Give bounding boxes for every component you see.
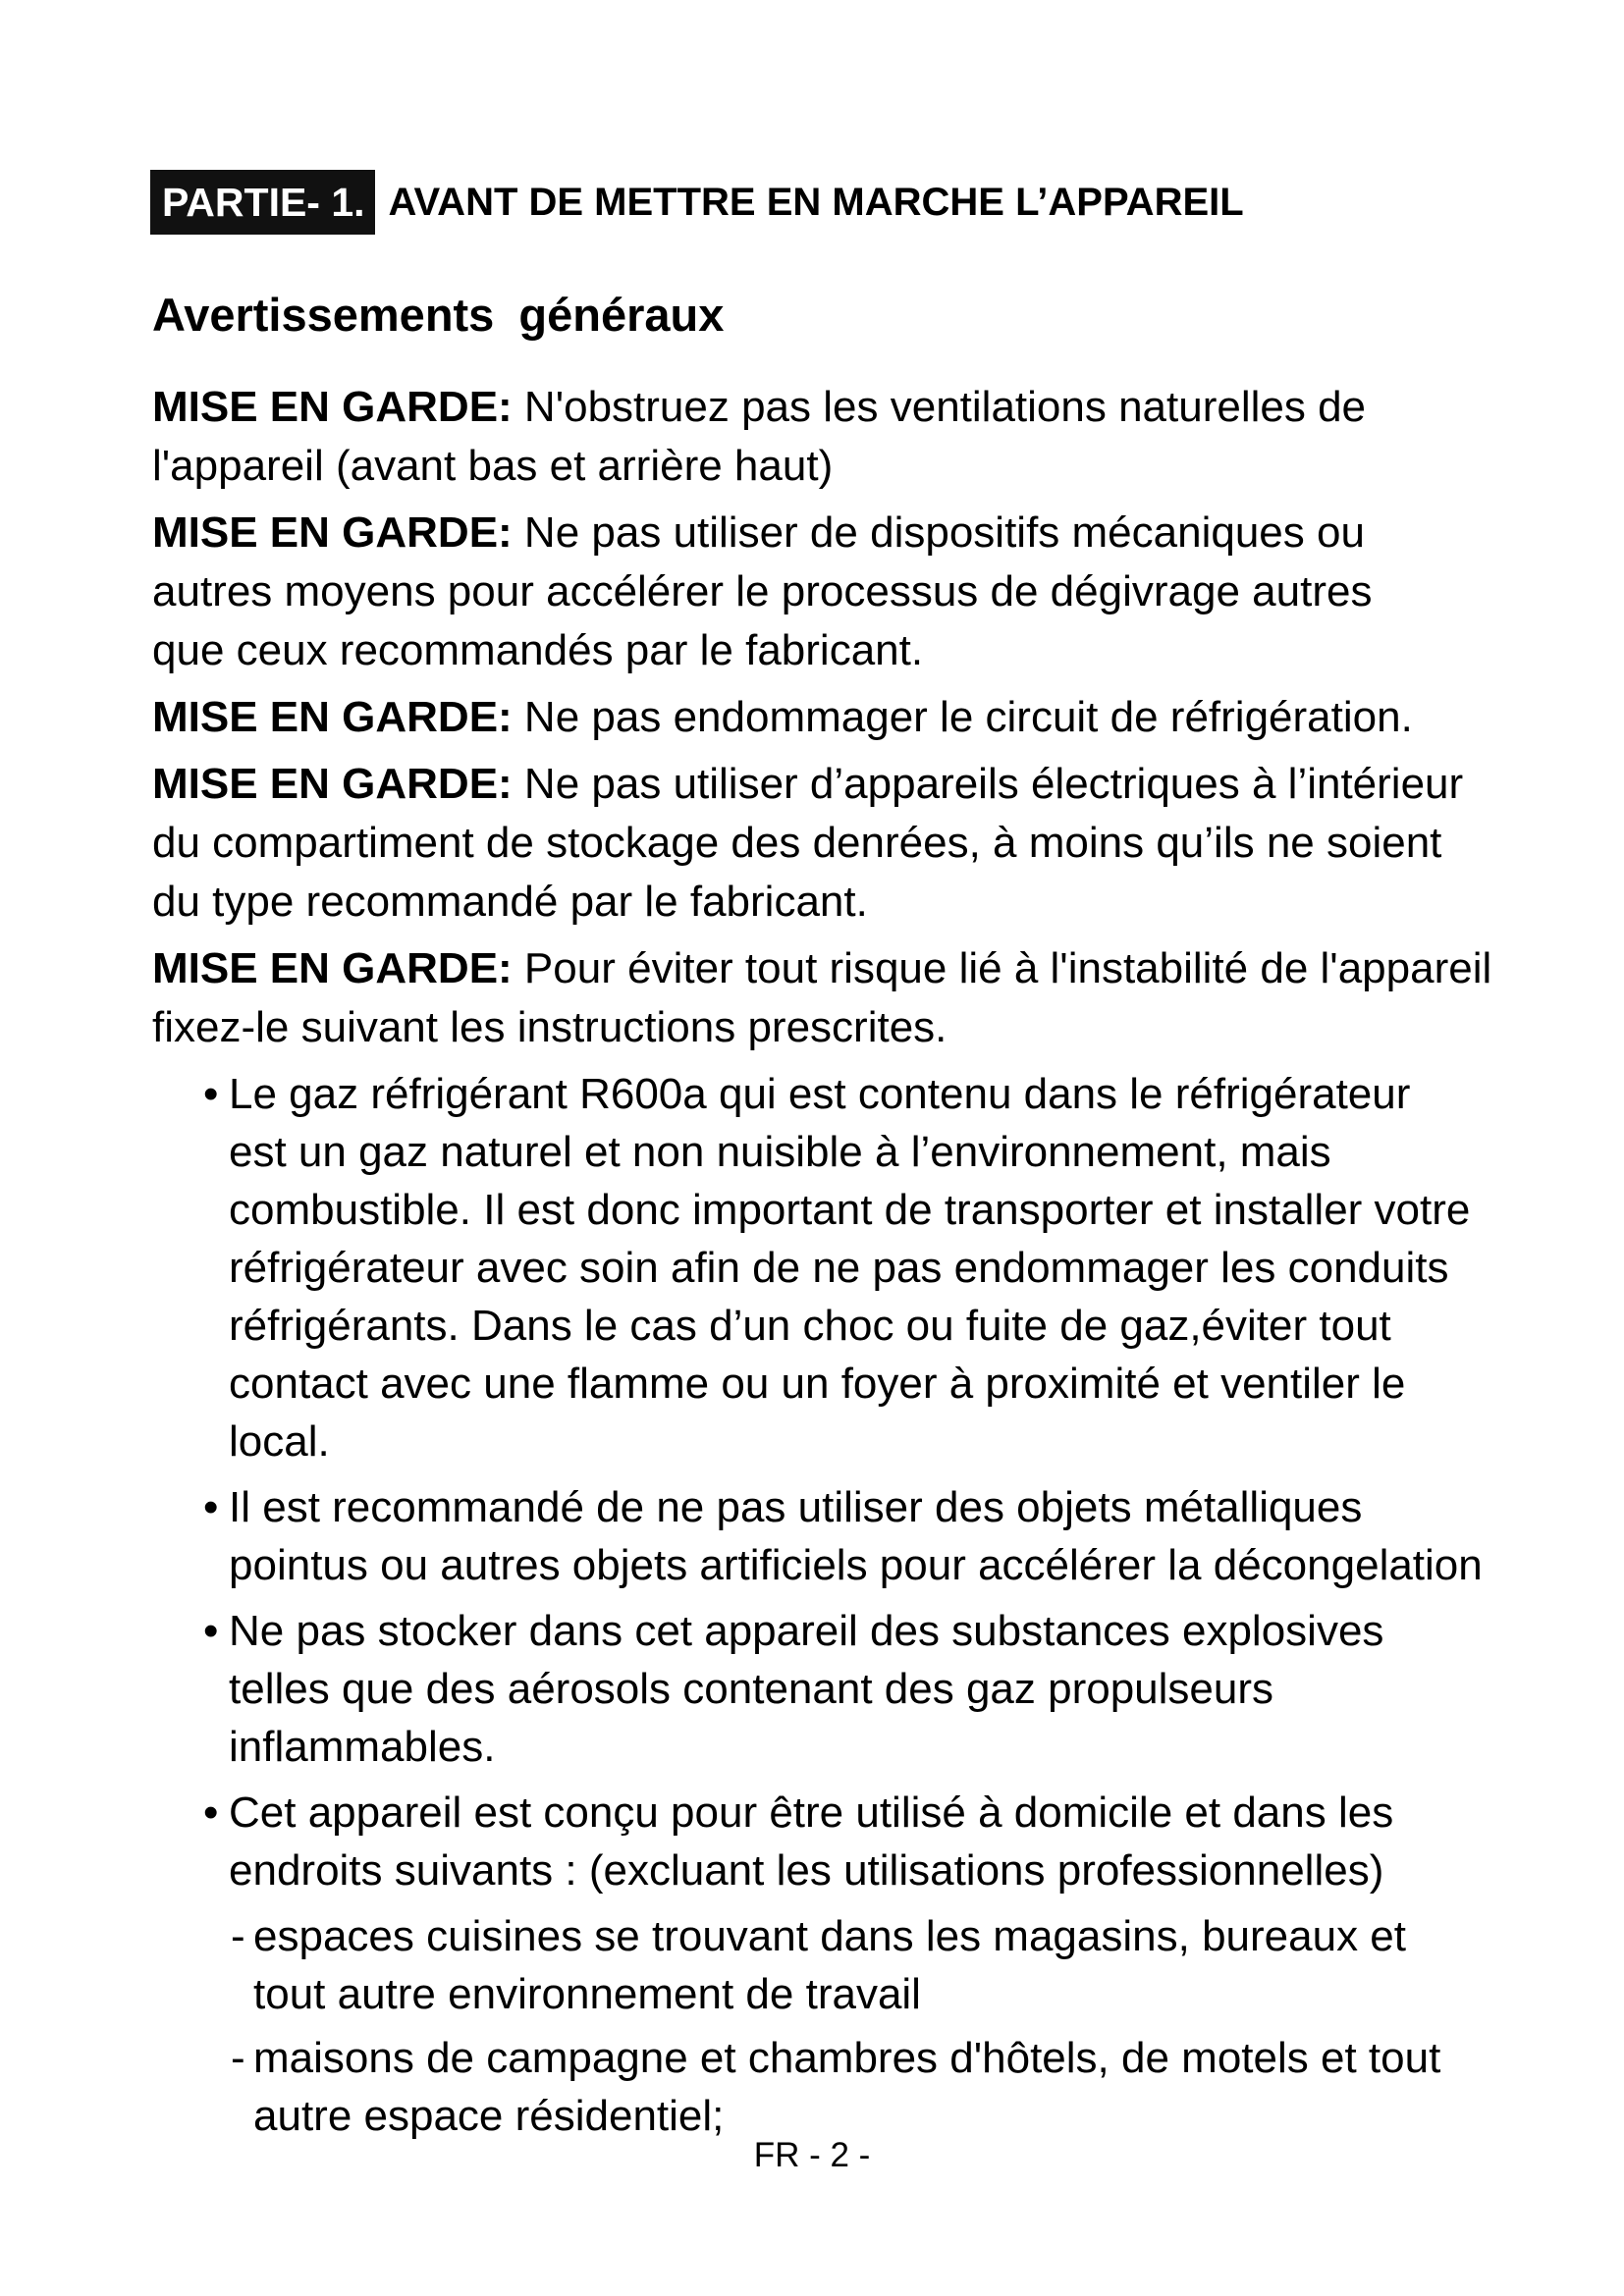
list-item-text: Ne pas stocker dans cet appareil des substances explosives telles que des aérosols contenant des gaz propulseurs inflammables. <box>229 1607 1384 1771</box>
list-item-text: Le gaz réfrigérant R600a qui est contenu dans le réfrigérateur est un gaz naturel et non nuisible à l’environnement, mais combustible. Il est donc important de transporter et installer votre réfrigérateur avec soin afin de ne pas endommager les conduits réfrigérants. Dans le cas d’un choc ou fuite de gaz,éviter tout contact avec une flamme ou un foyer à proximité et ventiler le local. <box>229 1070 1471 1466</box>
bullet-icon: • <box>203 1070 219 1118</box>
warning-paragraph <box>152 504 1591 680</box>
dash-icon: - <box>231 2034 245 2082</box>
warning-text: Ne pas utiliser d’appareils électriques à l’intérieur du compartiment de stockage des denrées, à moins qu’ils ne soient du type recommandé par le fabricant. <box>152 760 1464 926</box>
part-badge: PARTIE- 1. <box>150 170 375 235</box>
warning-paragraph <box>152 688 1591 747</box>
list-item <box>152 1065 1591 1470</box>
warning-paragraph <box>152 939 1591 1057</box>
sub-list-item <box>152 1907 1591 2023</box>
warning-text: N'obstruez pas les ventilations naturelles de l'appareil (avant bas et arrière haut) <box>152 383 1367 490</box>
page-number: FR - 2 - <box>753 2136 871 2174</box>
list-item-text: Il est recommandé de ne pas utiliser des objets métalliques pointus ou autres objets artificiels pour accélérer la décongelation <box>229 1483 1483 1589</box>
list-item <box>152 1602 1591 1776</box>
list-item <box>152 1478 1591 1594</box>
part-title: AVANT DE METTRE EN MARCHE L’APPAREIL <box>388 180 1244 224</box>
bullet-icon: • <box>203 1789 219 1837</box>
warning-text: Ne pas endommager le circuit de réfrigération. <box>512 693 1413 741</box>
warning-label: MISE EN GARDE: <box>152 693 513 741</box>
list-item <box>152 1784 1591 1899</box>
sub-list-item <box>152 2029 1591 2145</box>
warning-label: MISE EN GARDE: <box>152 944 513 992</box>
warning-label: MISE EN GARDE: <box>152 508 513 557</box>
warning-label: MISE EN GARDE: <box>152 383 513 431</box>
section-title: Avertissements généraux <box>152 289 725 341</box>
sub-list-item-text: maisons de campagne et chambres d'hôtels, de motels et tout autre espace résidentiel; <box>253 2034 1441 2140</box>
warning-paragraph <box>152 378 1591 496</box>
part-header <box>150 170 1244 235</box>
warning-label: MISE EN GARDE: <box>152 760 513 808</box>
sub-list-item-text: espaces cuisines se trouvant dans les magasins, bureaux et tout autre environnement de travail <box>253 1912 1406 2018</box>
warning-paragraph <box>152 755 1591 932</box>
bullet-list <box>152 1065 1591 1899</box>
warning-text: Ne pas utiliser de dispositifs mécaniques ou autres moyens pour accélérer le processus de dégivrage autres que ceux recommandés par le fabricant. <box>152 508 1373 674</box>
bullet-icon: • <box>203 1607 219 1655</box>
dash-icon: - <box>231 1912 245 1960</box>
warning-text: Pour éviter tout risque lié à l'instabilité de l'appareil fixez-le suivant les instructions prescrites. <box>152 944 1492 1051</box>
list-item-text: Cet appareil est conçu pour être utilisé à domicile et dans les endroits suivants : (excluant les utilisations professionnelles) <box>229 1789 1394 1895</box>
bullet-icon: • <box>203 1483 219 1531</box>
document-body <box>152 378 1591 2151</box>
